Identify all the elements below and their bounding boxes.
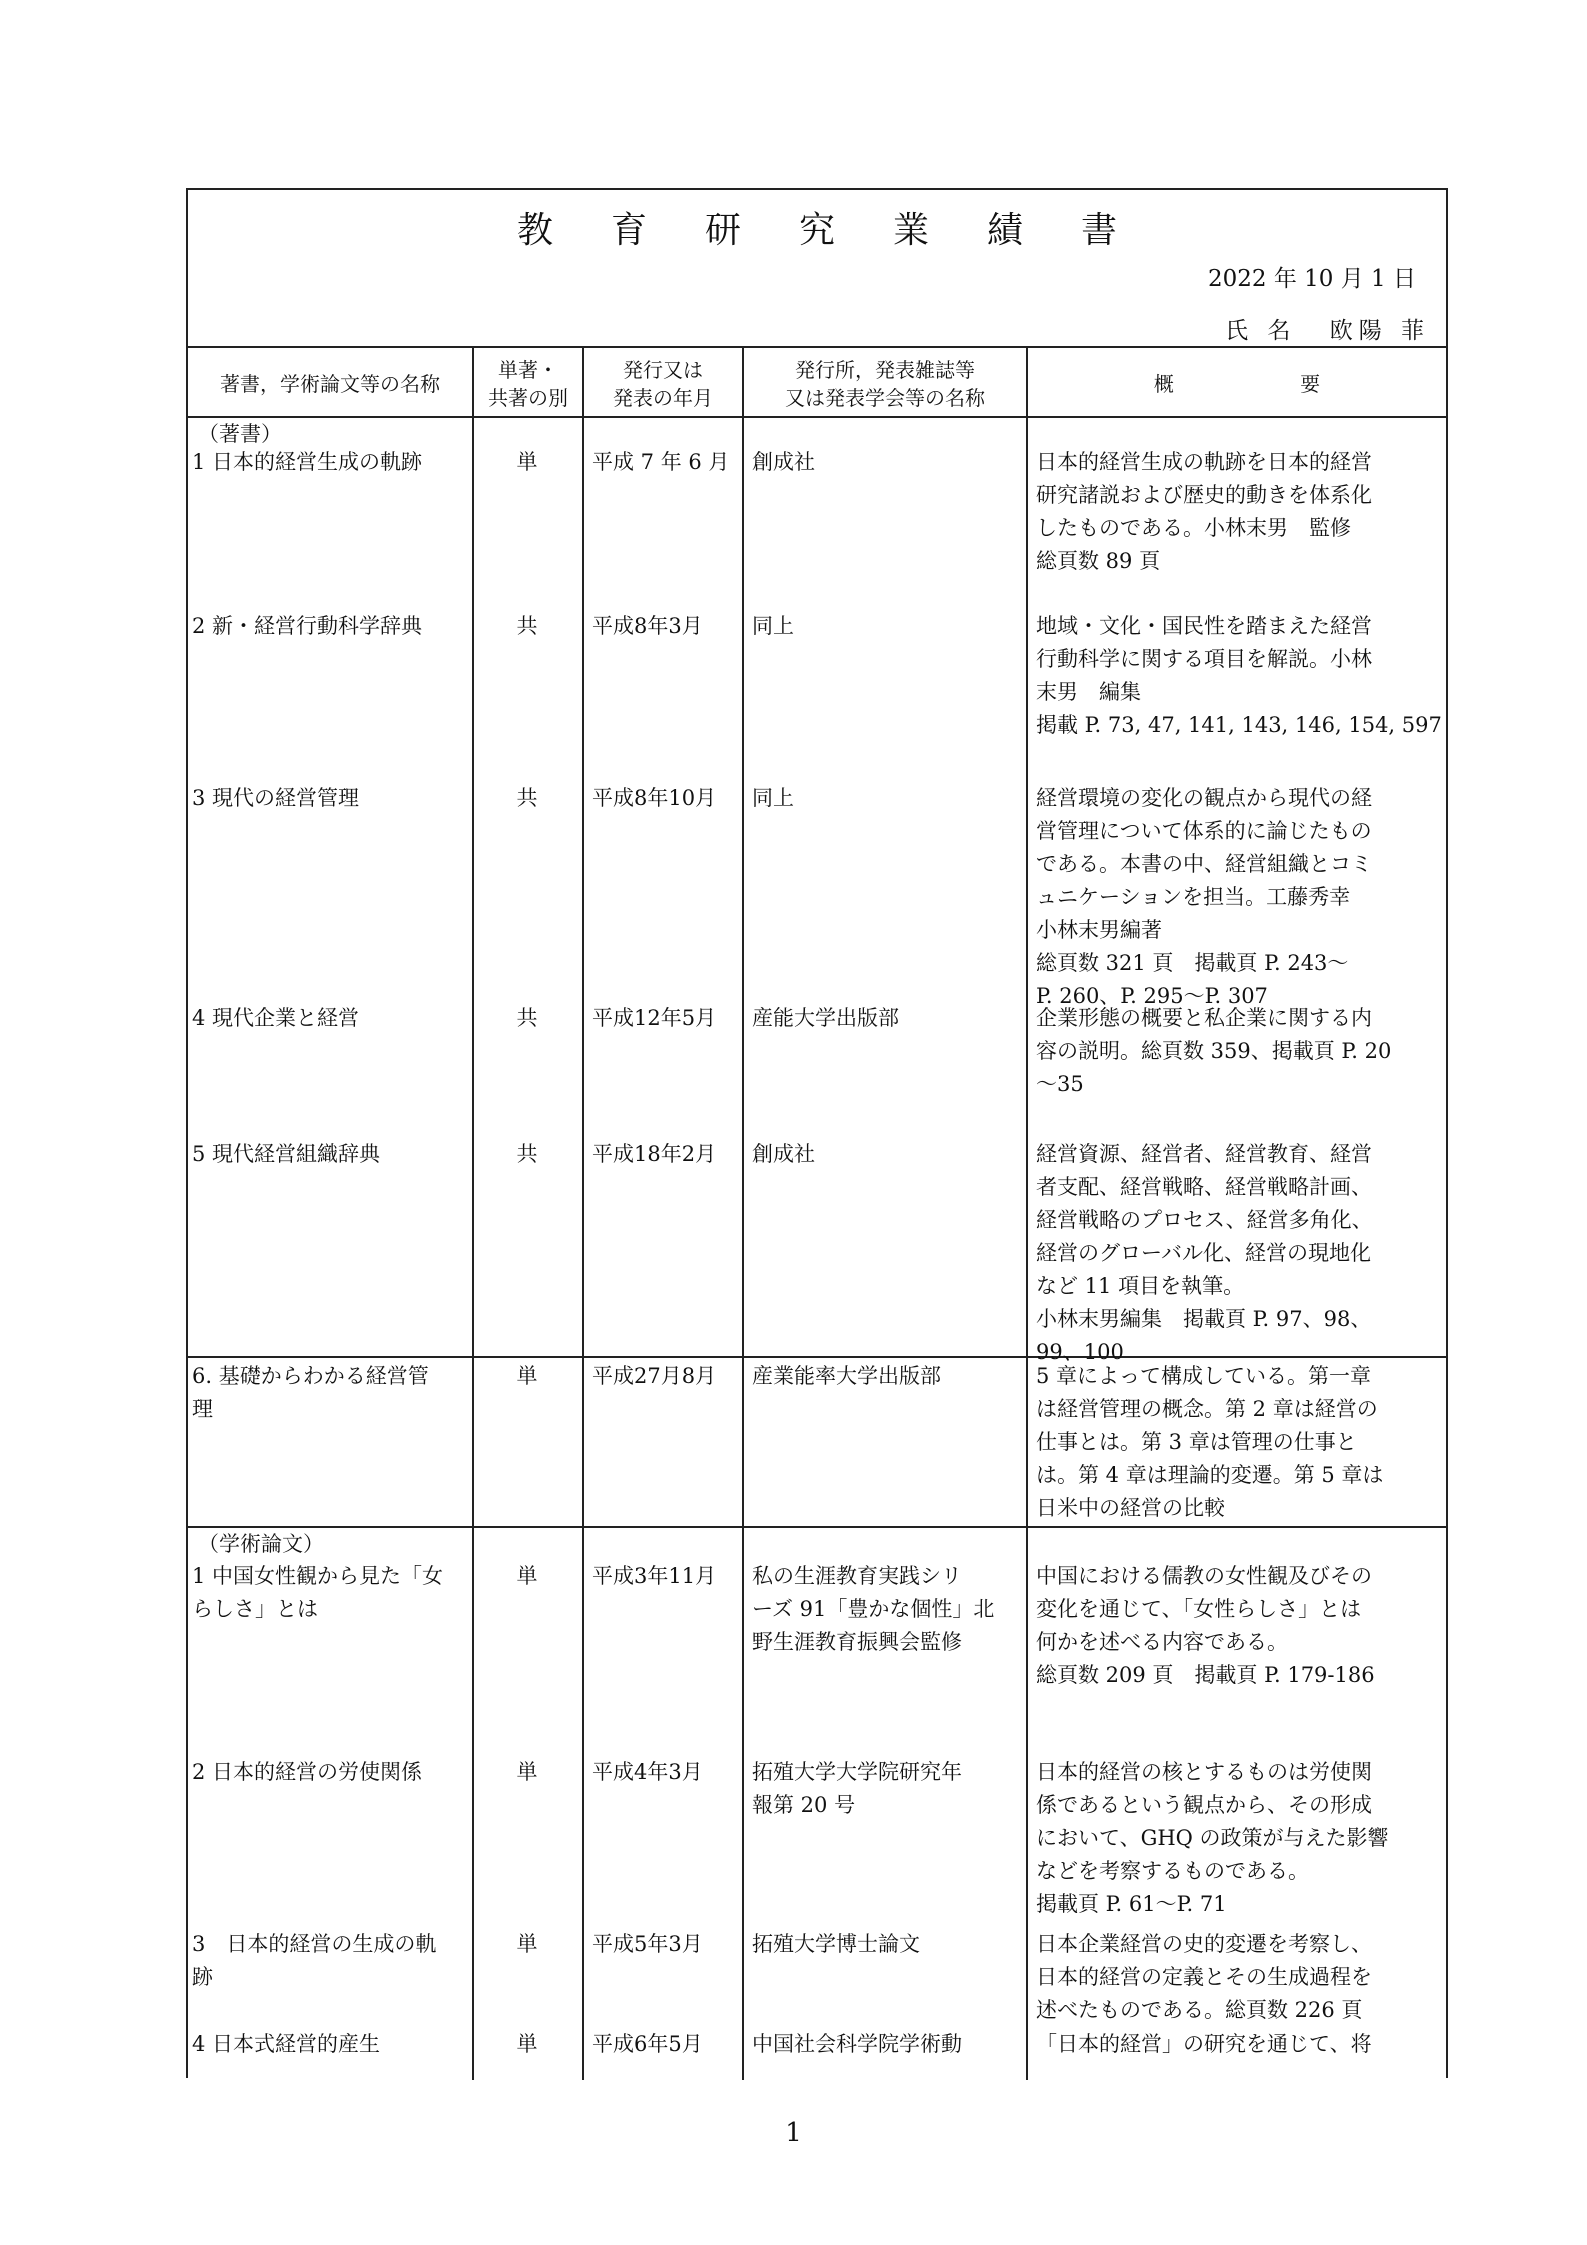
text-line: 2 新・経営行動科学辞典 [192,614,423,638]
text-line: 経営環境の変化の観点から現代の経 [1036,786,1372,810]
text-line: 野生涯教育振興会監修 [752,1630,962,1654]
text-line: 中国社会科学院学術動 [752,2032,962,2056]
book-6-summary [1036,1360,1383,1525]
header-divider [188,346,1446,348]
text-line: 何かを述べる内容である。 [1036,1630,1288,1654]
page-number: 1 [785,2118,802,2148]
text-line: 営管理について体系的に論じたもの [1036,819,1372,843]
row-divider-6-bottom [188,1526,1446,1528]
book-3-summary [1036,782,1372,1013]
paper-3-type: 単 [516,1932,538,1956]
book-3-type: 共 [516,786,538,810]
column-divider-1 [472,346,474,2080]
text-line: 日本的経営の定義とその生成過程を [1036,1965,1372,1989]
text-line: 拓殖大学大学院研究年 [752,1760,962,1784]
document-frame [186,188,1448,2078]
text-line: 総頁数 321 頁 掲載頁 P. 243～ [1036,951,1349,975]
paper-2-name [192,1756,422,1789]
text-line: 4 現代企業と経営 [192,1006,360,1030]
text-line: 3 現代の経営管理 [192,786,360,810]
text-line: 企業形態の概要と私企業に関する内 [1036,1006,1372,1030]
text-line: 創成社 [752,450,815,474]
text-line: などを考察するものである。 [1036,1859,1309,1883]
paper-1-type: 単 [516,1564,538,1588]
text-line: 地域・文化・国民性を踏まえた経営 [1036,614,1372,638]
text-line: 経営資源、経営者、経営教育、経営 [1036,1142,1372,1166]
author-name-row [1205,312,1430,345]
text-line: 拓殖大学博士論文 [752,1932,920,1956]
text-line: らしさ」とは [192,1597,318,1621]
text-line: したものである。小林末男 監修 [1036,516,1351,540]
text-line: 掲載 P. 73, 47, 141, 143, 146, 154, 597 [1036,713,1442,737]
text-line: 創成社 [752,1142,815,1166]
text-line: 理 [192,1397,213,1421]
text-line: 5 章によって構成している。第一章 [1036,1364,1372,1388]
text-line: 仕事とは。第 3 章は管理の仕事と [1036,1430,1357,1454]
text-line: 6. 基礎からわかる経営管 [192,1364,429,1388]
text-line: は。第 4 章は理論的変遷。第 5 章は [1036,1463,1384,1487]
book-6-publisher [752,1360,941,1393]
book-4-summary [1036,1002,1391,1101]
paper-3-summary [1036,1928,1372,2027]
text-line: ーズ 91「豊かな個性」北 [752,1597,995,1621]
text-line: 報第 20 号 [752,1793,856,1817]
text-line: ュニケーションを担当。工藤秀幸 [1036,885,1351,909]
column-divider-2 [582,346,584,2080]
text-line: 研究諸説および歴史的動きを体系化 [1036,483,1372,507]
text-line: 「日本的経営」の研究を通じて、将 [1036,2032,1372,2056]
book-3-name [192,782,359,815]
text-line: 総頁数 89 頁 [1036,549,1161,573]
text-line: 日米中の経営の比較 [1036,1496,1225,1520]
text-line: 日本的経営生成の軌跡を日本的経営 [1036,450,1372,474]
text-line: 行動科学に関する項目を解説。小林 [1036,647,1372,671]
paper-4-type: 単 [516,2032,538,2056]
book-2-name [192,610,422,643]
text-line: 跡 [192,1965,213,1989]
paper-4-publisher [752,2028,962,2061]
book-4-type: 共 [516,1006,538,1030]
book-2-publisher [752,610,794,643]
author-name: 欧陽 菲 [1329,318,1430,344]
text-line: 日本企業経営の史的変遷を考察し、 [1036,1932,1372,1956]
book-2-type: 共 [516,614,538,638]
text-line: 小林末男編著 [1036,918,1162,942]
text-line: 者支配、経営戦略、経営戦略計画、 [1036,1175,1372,1199]
book-5-date: 平成18年2月 [592,1142,717,1166]
book-4-date: 平成12年5月 [592,1006,717,1030]
document-header [188,190,1446,348]
book-6-type: 単 [516,1364,538,1388]
text-line: 総頁数 209 頁 掲載頁 P. 179-186 [1036,1663,1375,1687]
book-4-publisher [752,1002,899,1035]
text-line: である。本書の中、経営組織とコミ [1036,852,1372,876]
text-line: ～35 [1036,1072,1084,1096]
text-line: 中国における儒教の女性観及びその [1036,1564,1372,1588]
column-header-summary: 概 要 [1153,372,1381,396]
book-2-summary [1036,610,1442,742]
section-label-books: （著書） [198,422,282,446]
text-line: 容の説明。総頁数 359、掲載頁 P. 20 [1036,1039,1392,1063]
paper-2-type: 単 [516,1760,538,1784]
text-line: 私の生涯教育実践シリ [752,1564,962,1588]
text-line: P. 260、P. 295～P. 307 [1036,984,1268,1008]
text-line: 産能大学出版部 [752,1006,899,1030]
paper-1-summary [1036,1560,1375,1692]
text-line: 99、100 [1036,1340,1124,1364]
text-line: など 11 項目を執筆。 [1036,1274,1245,1298]
column-divider-3 [742,346,744,2080]
column-header-title: 著書，学術論文等の名称 [220,372,440,396]
paper-3-publisher [752,1928,920,1961]
book-1-publisher [752,446,815,479]
paper-2-date: 平成4年3月 [592,1760,703,1784]
text-line: において、GHQ の政策が与えた影響 [1036,1826,1389,1850]
book-1-date: 平成 7 年 6 月 [592,450,730,474]
page-title: 教育研究業績書 [516,210,1175,251]
book-5-type: 共 [516,1142,538,1166]
text-line: は経営管理の概念。第 2 章は経営の [1036,1397,1378,1421]
column-header-publisher: 発行所，発表雑誌等 又は発表学会等の名称 [785,358,985,410]
column-header-date: 発行又は 発表の年月 [613,358,713,410]
paper-4-summary [1036,2028,1372,2061]
text-line: 述べたものである。総頁数 226 頁 [1036,1998,1363,2022]
book-1-name [192,446,422,479]
text-line: 掲載頁 P. 61～P. 71 [1036,1892,1227,1916]
text-line: 産業能率大学出版部 [752,1364,941,1388]
paper-2-summary [1036,1756,1389,1921]
text-line: 同上 [752,786,794,810]
text-line: 小林末男編集 掲載頁 P. 97、98、 [1036,1307,1372,1331]
text-line: 3 日本的経営の生成の軌 [192,1932,437,1956]
text-line: 2 日本的経営の労使関係 [192,1760,423,1784]
book-5-publisher [752,1138,815,1171]
name-label: 氏 名 [1225,318,1297,344]
paper-1-name [192,1560,443,1626]
paper-1-publisher [752,1560,994,1659]
text-line: 末男 編集 [1036,680,1141,704]
book-4-name [192,1002,359,1035]
text-line: 同上 [752,614,794,638]
text-line: 5 現代経営組織辞典 [192,1142,381,1166]
book-6-name [192,1360,429,1426]
text-line: 変化を通じて、「女性らしさ」とは [1036,1597,1362,1621]
book-5-summary [1036,1138,1373,1369]
text-line: 1 日本的経営生成の軌跡 [192,450,423,474]
paper-2-publisher [752,1756,962,1822]
book-1-type: 単 [516,450,538,474]
book-3-publisher [752,782,794,815]
book-6-date: 平成27月8月 [592,1364,717,1388]
text-line: 係であるという観点から、その形成 [1036,1793,1372,1817]
paper-4-date: 平成6年5月 [592,2032,703,2056]
book-1-summary [1036,446,1372,578]
book-3-date: 平成8年10月 [592,786,717,810]
document-date: 2022 年 10 月 1 日 [1208,266,1416,292]
text-line: 経営戦略のプロセス、経営多角化、 [1036,1208,1373,1232]
paper-3-name [192,1928,436,1994]
section-label-papers: （学術論文） [198,1532,324,1556]
paper-1-date: 平成3年11月 [592,1564,717,1588]
text-line: 1 中国女性観から見た「女 [192,1564,444,1588]
text-line: 4 日本式経営的産生 [192,2032,381,2056]
column-header-authorship: 単著・ 共著の別 [488,358,568,410]
text-line: 日本的経営の核とするものは労使関 [1036,1760,1372,1784]
text-line: 経営のグローバル化、経営の現地化 [1036,1241,1371,1265]
paper-3-date: 平成5年3月 [592,1932,703,1956]
book-5-name [192,1138,380,1171]
column-divider-4 [1026,346,1028,2080]
paper-4-name [192,2028,380,2061]
book-2-date: 平成8年3月 [592,614,703,638]
